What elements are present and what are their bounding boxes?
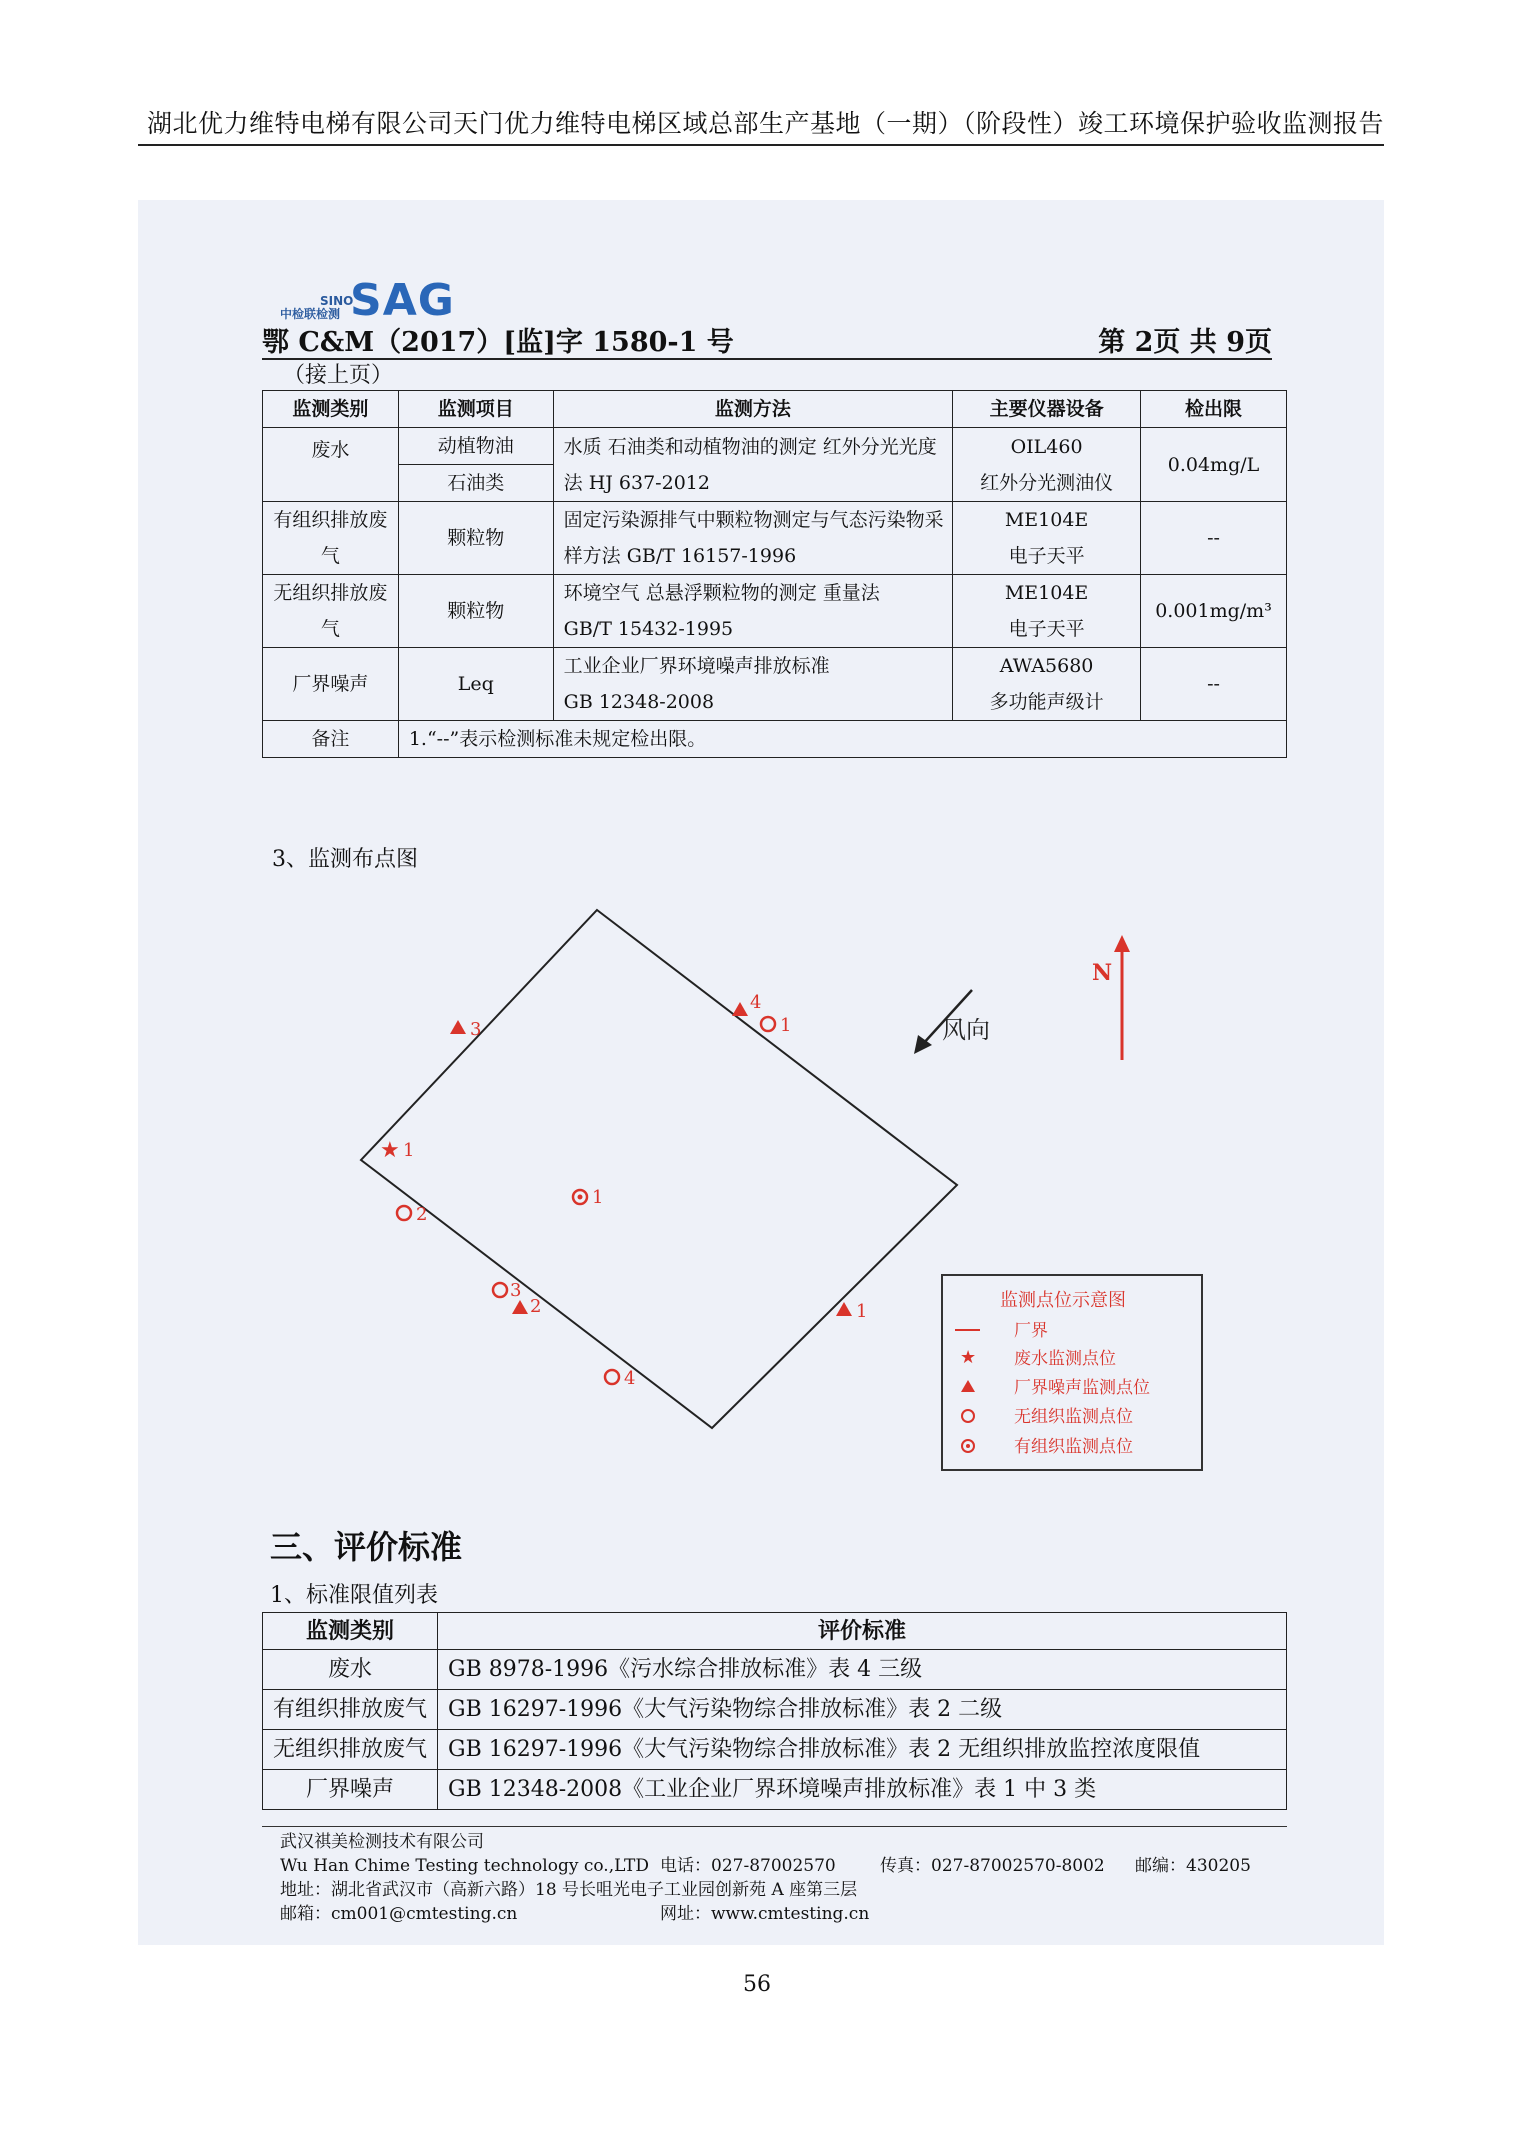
table-row [263,648,1287,721]
method-line: 环境空气 总悬浮颗粒物的测定 重量法 [563,582,880,604]
arrow-head-icon [1114,935,1130,952]
wind-direction [914,990,990,1054]
equipment-model: ME104E [1004,582,1089,604]
continued-label: （接上页） [283,363,394,388]
noise-point-1 [836,1301,867,1322]
point-label: 3 [470,1019,482,1040]
limit-cell: 0.04mg/L [1141,428,1287,502]
unorganized-point-1 [761,1015,791,1036]
equipment-cell [953,428,1141,502]
method-line: 工业企业厂界环境噪声排放标准 [563,655,830,677]
wastewater-point-1 [380,1138,414,1163]
equipment-model: ME104E [1004,509,1089,531]
point-label: 1 [856,1301,868,1322]
header-cell: 监测类别 [263,391,399,428]
equipment-name: 电子天平 [1008,545,1085,567]
equipment-cell [953,502,1141,575]
table-row [263,721,1287,758]
equipment-name: 电子天平 [1008,618,1085,640]
table-row [263,1690,1287,1730]
point-label: 2 [530,1296,542,1317]
standard-cell: GB 8978-1996《污水综合排放标准》表 4 三级 [438,1650,1287,1690]
circle-icon [962,1410,974,1422]
method-line: GB 12348-2008 [563,691,715,713]
limit-cell: -- [1141,502,1287,575]
footer-address: 地址：湖北省武汉市（高新六路）18 号长咀光电子工业园创新苑 A 座第三层 [280,1880,858,1900]
footer-website: 网址：www.cmtesting.cn [660,1904,870,1924]
triangle-icon [961,1380,975,1392]
standard-cell: GB 16297-1996《大气污染物综合排放标准》表 2 二级 [438,1690,1287,1730]
table-row [263,1730,1287,1770]
category-cell: 厂界噪声 [263,1770,438,1810]
category-cell: 厂界噪声 [263,648,399,721]
header-cell: 监测类别 [263,1613,438,1650]
page-header [138,110,1384,146]
footer-divider [262,1826,1287,1827]
point-label: 1 [780,1015,792,1036]
logo-cn: 中检联检测 [280,307,341,321]
triangle-marker [450,1020,466,1034]
footer-zip: 邮编：430205 [1135,1856,1251,1876]
table-row [263,428,1287,465]
standard-cell: GB 12348-2008《工业企业厂界环境噪声排放标准》表 1 中 3 类 [438,1770,1287,1810]
monitoring-map [262,880,1262,1480]
point-label: 2 [416,1204,428,1225]
table-row [263,1650,1287,1690]
table-row [263,575,1287,648]
footer-fax: 传真：027-87002570-8002 [880,1856,1105,1876]
remark-cell: 1.“--”表示检测标准未规定检出限。 [398,721,1286,758]
category-cell: 无组织排放废气 [263,1730,438,1770]
plant-boundary [361,910,957,1428]
circle-dot [966,1444,970,1448]
header-cell: 评价标准 [438,1613,1287,1650]
section-3-title: 3、监测布点图 [272,847,418,872]
item-cell: 颗粒物 [398,575,553,648]
legend-organized: 有组织监测点位 [1014,1437,1133,1457]
limit-cell: -- [1141,648,1287,721]
unorganized-point-2 [397,1204,427,1225]
equipment-name: 红外分光测油仪 [980,471,1114,494]
category-cell: 有组织排放废气 [263,502,399,575]
unorganized-point-3 [493,1280,521,1301]
triangle-marker [732,1002,748,1016]
north-label: N [1092,960,1113,986]
point-label: 1 [592,1187,604,1208]
point-label: 3 [510,1280,522,1301]
unorganized-point-4 [605,1368,635,1389]
triangle-marker [512,1300,528,1314]
report-title: 湖北优力维特电梯有限公司天门优力维特电梯区域总部生产基地（一期）（阶段性）竣工环境保护验收监测报告 [146,109,1384,138]
circle-marker [493,1283,507,1297]
north-arrow [1092,935,1130,1060]
wind-label: 风向 [942,1016,990,1044]
organized-point-1 [573,1187,603,1208]
footer-email: 邮箱：cm001@cmtesting.cn [280,1904,518,1924]
doc-number-line [262,318,1272,360]
equipment-model: AWA5680 [999,655,1094,677]
header-cell: 监测项目 [398,391,553,428]
point-label: 4 [624,1368,636,1389]
circle-dot [578,1195,583,1200]
method-cell: 固定污染源排气中颗粒物测定与气态污染物采样方法 GB/T 16157-1996 [553,502,953,575]
method-cell [553,648,953,721]
doc-number: 鄂 C&M（2017）[监]字 1580-1 号 [262,327,734,358]
remark-label: 备注 [263,721,399,758]
page-number: 56 [743,1972,771,1997]
logo-brand: SAG [350,275,455,326]
equipment-name: 多功能声级计 [989,691,1104,713]
method-table [262,390,1287,758]
footer [280,1830,1280,1926]
category-cell: 有组织排放废气 [263,1690,438,1730]
star-icon: ★ [380,1138,400,1163]
item-cell: 石油类 [398,465,553,502]
method-cell [553,575,953,648]
item-cell: 动植物油 [398,428,553,465]
triangle-marker [836,1302,852,1316]
doc-page: 第 2页 共 9页 [1098,327,1272,358]
category-cell: 废水 [263,428,399,502]
table-row [263,1770,1287,1810]
equipment-model: OIL460 [1010,435,1083,458]
item-cell: 颗粒物 [398,502,553,575]
method-line: GB/T 15432-1995 [563,618,734,640]
circle-marker [397,1206,411,1220]
method-cell: 水质 石油类和动植物油的测定 红外分光光度法 HJ 637-2012 [553,428,953,502]
point-label: 1 [403,1140,415,1161]
legend-unorganized: 无组织监测点位 [1014,1407,1133,1427]
footer-company-en: Wu Han Chime Testing technology co.,LTD [280,1856,649,1876]
noise-point-3 [450,1019,481,1040]
standard-cell: GB 16297-1996《大气污染物综合排放标准》表 2 无组织排放监控浓度限值 [438,1730,1287,1770]
equipment-cell [953,575,1141,648]
standard-table [262,1612,1287,1810]
circle-marker [605,1370,619,1384]
noise-point-4 [732,992,761,1016]
header-cell: 监测方法 [553,391,953,428]
footer-phone: 电话：027-87002570 [660,1856,836,1876]
equipment-cell [953,648,1141,721]
circle-marker [761,1017,775,1031]
point-label: 4 [750,992,762,1013]
section-eval-sub: 1、标准限值列表 [270,1583,438,1608]
category-cell: 废水 [263,1650,438,1690]
legend-noise: 厂界噪声监测点位 [1014,1378,1150,1398]
legend-wastewater: 废水监测点位 [1014,1349,1116,1369]
star-icon: ★ [960,1347,977,1368]
limit-cell: 0.001mg/m³ [1141,575,1287,648]
legend-boundary: 厂界 [1014,1321,1048,1341]
map-legend [942,1275,1202,1470]
section-eval-title: 三、评价标准 [270,1528,463,1566]
category-cell: 无组织排放废气 [263,575,399,648]
item-cell: Leq [398,648,553,721]
footer-company-cn: 武汉祺美检测技术有限公司 [280,1832,484,1852]
table-header-row [263,1613,1287,1650]
table-row [263,502,1287,575]
table-header-row [263,391,1287,428]
legend-title: 监测点位示意图 [1000,1290,1126,1311]
header-cell: 主要仪器设备 [953,391,1141,428]
logo-sino: SINO [320,294,354,308]
header-cell: 检出限 [1141,391,1287,428]
